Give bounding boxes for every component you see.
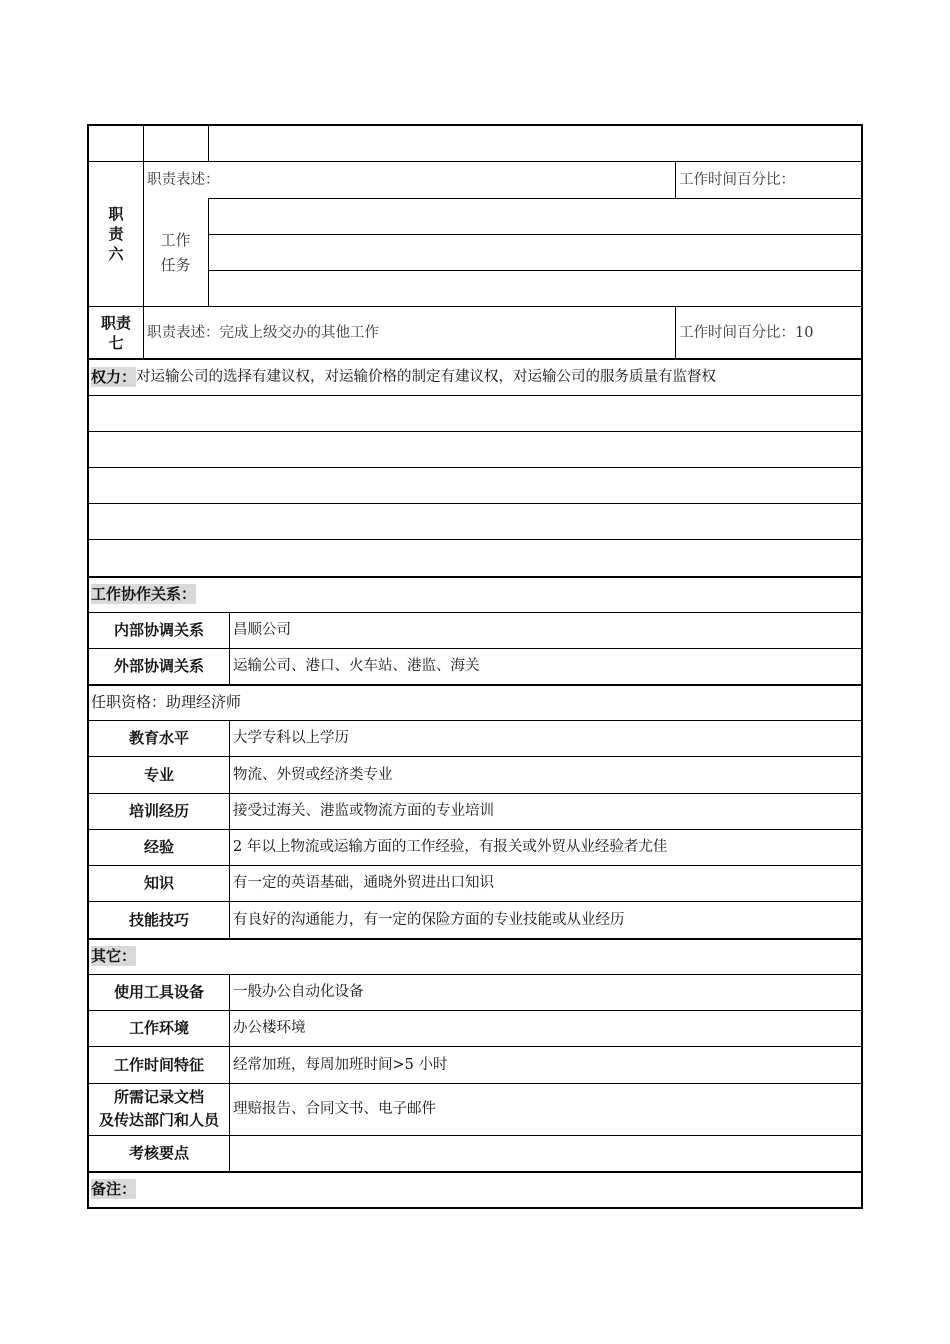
internal-coordination-label: 内部协调关系 [113, 621, 204, 639]
assessment-label: 考核要点 [128, 1144, 189, 1162]
documents-label-line: 及传达部门和人员 [98, 1111, 219, 1129]
duty6-desc-label: 职责表述： [147, 171, 220, 188]
row-divider [89, 467, 861, 468]
job-description-table [87, 124, 863, 1209]
remarks-label: 备注： [91, 1180, 137, 1198]
row-divider [89, 431, 861, 432]
major-value: 物流、外贸或经济类专业 [233, 766, 393, 783]
environment-value: 办公楼环境 [233, 1020, 306, 1036]
external-coordination-label: 外部协调关系 [113, 657, 204, 675]
duty6-label-line: 责 [108, 225, 124, 243]
duty6-task-label [143, 198, 208, 307]
row-divider [89, 395, 861, 396]
tools-value: 一般办公自动化设备 [233, 984, 364, 1000]
duty7-label-line: 七 [108, 333, 124, 352]
duty7-time: 工作时间百分比：10 [679, 324, 814, 341]
education-label: 教育水平 [128, 729, 189, 747]
work-time-value: 经常加班，每周加班时间>5 小时 [233, 1056, 448, 1073]
major-label: 专业 [143, 765, 174, 784]
knowledge-value: 有一定的英语基础，通晓外贸进出口知识 [233, 875, 494, 891]
training-label: 培训经历 [128, 802, 189, 820]
row-divider [208, 270, 861, 271]
documents-label-line: 所需记录文档 [113, 1088, 204, 1106]
duty6-label [89, 161, 143, 307]
duty7-label [89, 306, 143, 359]
education-value: 大学专科以上学历 [233, 730, 349, 746]
column-divider [208, 126, 209, 162]
skills-label: 技能技巧 [128, 910, 189, 929]
other-label: 其它： [91, 947, 137, 965]
row-divider [89, 503, 861, 504]
authority-text: 对运输公司的选择有建议权，对运输价格的制定有建议权，对运输公司的服务质量有监督权 [136, 369, 717, 385]
duty7-label-line: 职责 [100, 313, 131, 332]
duty6-label-line: 职 [108, 205, 124, 223]
experience-label: 经验 [143, 838, 174, 856]
authority-label: 权力： [91, 368, 137, 386]
collaboration-label: 工作协作关系： [91, 585, 197, 603]
duty6-label-line: 六 [108, 245, 124, 263]
experience-value: 2 年以上物流或运输方面的工作经验，有报关或外贸从业经验者尤佳 [233, 839, 668, 855]
qualification-heading: 任职资格：助理经济师 [91, 693, 242, 711]
internal-coordination-value: 昌顺公司 [233, 622, 291, 638]
duty6-time-label: 工作时间百分比： [679, 171, 795, 188]
column-divider [208, 198, 209, 307]
remarks-row [89, 1171, 861, 1207]
knowledge-label: 知识 [143, 874, 174, 892]
work-time-label: 工作时间特征 [113, 1055, 204, 1074]
assessment-value [229, 1135, 861, 1171]
duty6-task-label-line: 任务 [160, 255, 191, 274]
skills-value: 有良好的沟通能力，有一定的保险方面的专业技能或从业经历 [233, 911, 625, 928]
duty7-desc: 职责表述：完成上级交办的其他工作 [147, 324, 379, 341]
other-heading [89, 938, 861, 974]
collaboration-heading [89, 576, 861, 612]
tools-label: 使用工具设备 [113, 983, 204, 1001]
documents-value: 理赔报告、合同文书、电子邮件 [233, 1101, 436, 1117]
row-divider [208, 198, 861, 199]
documents-label [89, 1083, 229, 1135]
row-divider [89, 539, 861, 540]
external-coordination-value: 运输公司、港口、火车站、港监、海关 [233, 658, 480, 674]
duty6-task-label-line: 工作 [160, 230, 191, 249]
training-value: 接受过海关、港监或物流方面的专业培训 [233, 803, 494, 819]
environment-label: 工作环境 [128, 1019, 189, 1037]
authority-row [89, 359, 861, 395]
row-divider [208, 234, 861, 235]
